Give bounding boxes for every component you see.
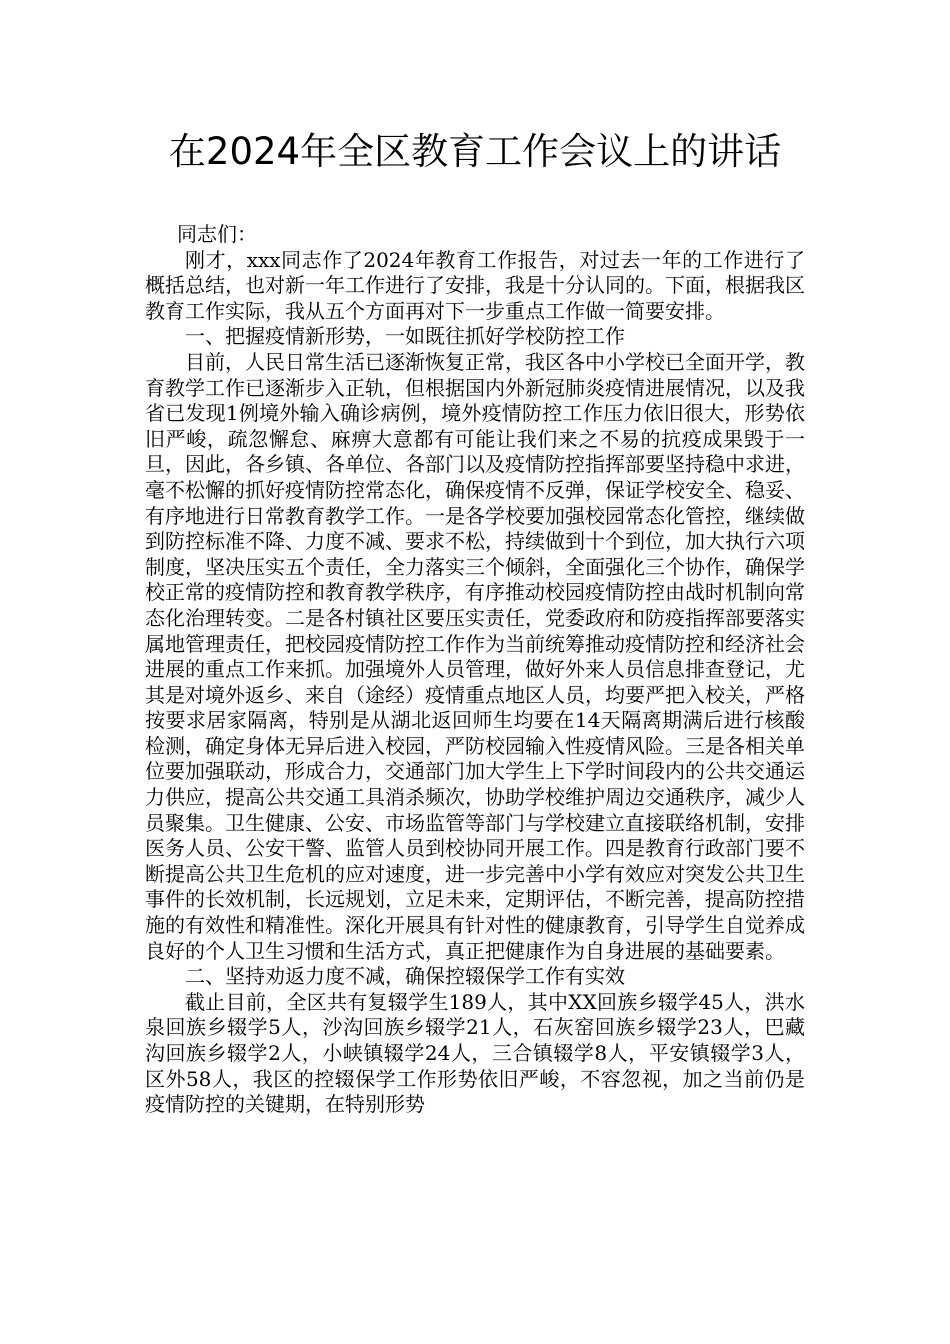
document-body	[145, 222, 805, 1118]
section-heading-1: 一、把握疫情新形势，一如既往抓好学校防控工作	[185, 324, 625, 349]
intro-paragraph: 刚才，xxx同志作了2024年教育工作报告，对过去一年的工作进行了概括总结，也对新一年工作进行了安排，我是十分认同的。下面，根据我区教育工作实际，我从五个方面再对下一步重点工作做一简要安排。	[145, 247, 805, 323]
section-heading-2: 二、坚持劝返力度不减，确保控辍保学工作有实效	[185, 964, 625, 989]
document-title: 在2024年全区教育工作会议上的讲话	[168, 130, 782, 173]
salutation: 同志们：	[177, 222, 257, 246]
section-2-paragraph: 截止目前，全区共有复辍学生189人，其中XX回族乡辍学45人，洪水泉回族乡辍学5人，沙沟回族乡辍学21人，石灰窑回族乡辍学23人，巴藏沟回族乡辍学2人，小峡镇辍学24人，三合镇辍学8人，平安镇辍学3人，区外58人，我区的控辍保学工作形势依旧严峻，不容忽视，加之当前仍是疫情防控的关键期，在特别形势	[145, 989, 805, 1117]
section-1-paragraph: 目前，人民日常生活已逐渐恢复正常，我区各中小学校已全面开学，教育教学工作已逐渐步入正轨，但根据国内外新冠肺炎疫情进展情况，以及我省已发现1例境外输入确诊病例，境外疫情防控工作压力依旧很大，形势依旧严峻，疏忽懈怠、麻痹大意都有可能让我们来之不易的抗疫成果毁于一旦，因此，各乡镇、各单位、各部门以及疫情防控指挥部要坚持稳中求进，毫不松懈的抓好疫情防控常态化，确保疫情不反弹，保证学校安全、稳妥、有序地进行日常教育教学工作。一是各学校要加强校园常态化管控，继续做到防控标准不降、力度不减、要求不松，持续做到十个到位，加大执行六项制度，坚决压实五个责任，全力落实三个倾斜，全面强化三个协作，确保学校正常的疫情防控和教育教学秩序，有序推动校园疫情防控由战时机制向常态化治理转变。二是各村镇社区要压实责任，党委政府和防疫指挥部要落实属地管理责任，把校园疫情防控工作作为当前统筹推动疫情防控和经济社会进展的重点工作来抓。加强境外人员管理，做好外来人员信息排查登记，尤其是对境外返乡、来自（途经）疫情重点地区人员，均要严把入校关，严格按要求居家隔离，特别是从湖北返回师生均要在14天隔离期满后进行核酸检测，确定身体无异后进入校园，严防校园输入性疫情风险。三是各相关单位要加强联动，形成合力，交通部门加大学生上下学时间段内的公共交通运力供应，提高公共交通工具消杀频次，协助学校维护周边交通秩序，减少人员聚集。卫生健康、公安、市场监管等部门与学校建立直接联络机制，安排医务人员、公安干警、监管人员到校协同开展工作。四是教育行政部门要不断提高公共卫生危机的应对速度，进一步完善中小学有效应对突发公共卫生事件的长效机制，长远规划，立足未来，定期评估，不断完善，提高防控措施的有效性和精准性。深化开展具有针对性的健康教育，引导学生自觉养成良好的个人卫生习惯和生活方式，真正把健康作为自身进展的基础要素。	[145, 349, 805, 963]
